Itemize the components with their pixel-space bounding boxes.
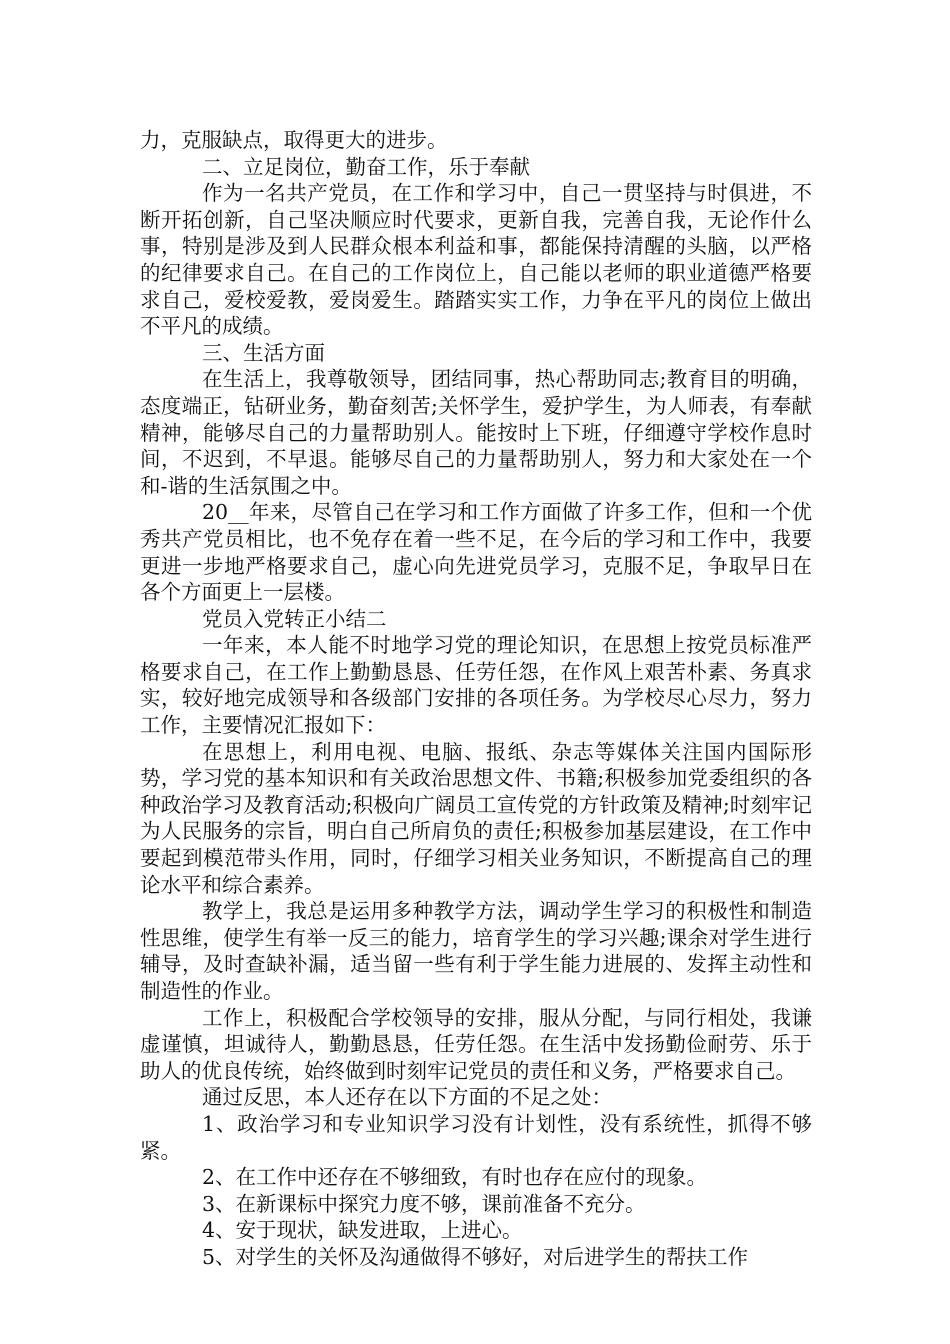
document-body — [140, 127, 812, 1271]
list-item: 2、在工作中还存在不够细致，有时也存在应付的现象。 — [202, 1165, 708, 1190]
paragraph-continuation: 力，克服缺点，取得更大的进步。 — [140, 128, 448, 152]
list-item: 5、对学生的关怀及沟通做得不够好，对后进学生的帮扶工作 — [202, 1244, 749, 1269]
section-heading-2: 二、立足岗位，勤奋工作，乐于奉献 — [202, 154, 530, 179]
list-item: 1、政治学习和专业知识学习没有计划性，没有系统性，抓得不够紧。 — [140, 1111, 812, 1163]
paragraph: 20__年来，尽管自己在学习和工作方面做了许多工作，但和一个优秀共产党员相比，也不免存在着一些不足，在今后的学习和工作中，我要更进一步地严格要求自己，虚心向先进党员学习，克服不足，争取早日在各个方面更上一层楼。 — [140, 500, 812, 605]
paragraph: 在生活上，我尊敬领导，团结同事，热心帮助同志;教育目的明确，态度端正，钻研业务，勤奋刻苦;关怀学生，爱护学生，为人师表，有奉献精神，能够尽自己的力量帮助别人。能按时上下班，仔细遵守学校作息时间，不迟到，不早退。能够尽自己的力量帮助别人，努力和大家处在一个和-谐的生活氛围之中。 — [140, 367, 812, 498]
list-item: 4、安于现状，缺发进取，上进心。 — [202, 1218, 523, 1243]
list-item: 3、在新课标中探究力度不够，课前准备不充分。 — [202, 1191, 646, 1216]
paragraph: 一年来，本人能不时地学习党的理论知识，在思想上按党员标准严格要求自己，在工作上勤勤恳恳、任劳任怨，在作风上艰苦朴素、务真求实，较好地完成领导和各级部门安排的各项任务。为学校尽心尽力，努力工作，主要情况汇报如下： — [140, 633, 812, 738]
document-subtitle: 党员入党转正小结二 — [202, 606, 387, 631]
paragraph: 通过反思，本人还存在以下方面的不足之处： — [202, 1085, 612, 1110]
paragraph: 在思想上，利用电视、电脑、报纸、杂志等媒体关注国内国际形势，学习党的基本知识和有关政治思想文件、书籍;积极参加党委组织的各种政治学习及教育活动;积极向广阔员工宣传党的方针政策及精神;时刻牢记为人民服务的宗旨，明白自己所肩负的责任;积极参加基层建设，在工作中要起到模范带头作用，同时，仔细学习相关业务知识，不断提高自己的理论水平和综合素养。 — [140, 739, 812, 897]
section-heading-3: 三、生活方面 — [202, 340, 325, 365]
paragraph: 作为一名共产党员，在工作和学习中，自己一贯坚持与时俱进，不断开拓创新，自己坚决顺应时代要求，更新自我，完善自我，无论作什么事，特别是涉及到人民群众根本利益和事，都能保持清醒的头脑，以严格的纪律要求自己。在自己的工作岗位上，自己能以老师的职业道德严格要求自己，爱校爱教，爱岗爱生。踏踏实实工作，力争在平凡的岗位上做出不平凡的成绩。 — [140, 181, 812, 339]
paragraph: 工作上，积极配合学校领导的安排，服从分配，与同行相处，我谦虚谨慎，坦诚待人，勤勤恳恳，任劳任怨。在生活中发扬勤俭耐劳、乐于助人的优良传统，始终做到时刻牢记党员的责任和义务，严格要求自己。 — [140, 1005, 812, 1083]
paragraph: 教学上，我总是运用多种教学方法，调动学生学习的积极性和制造性思维，使学生有举一反三的能力，培育学生的学习兴趣;课余对学生进行辅导，及时查缺补漏，适当留一些有利于学生能力进展的、发挥主动性和制造性的作业。 — [140, 899, 812, 1003]
